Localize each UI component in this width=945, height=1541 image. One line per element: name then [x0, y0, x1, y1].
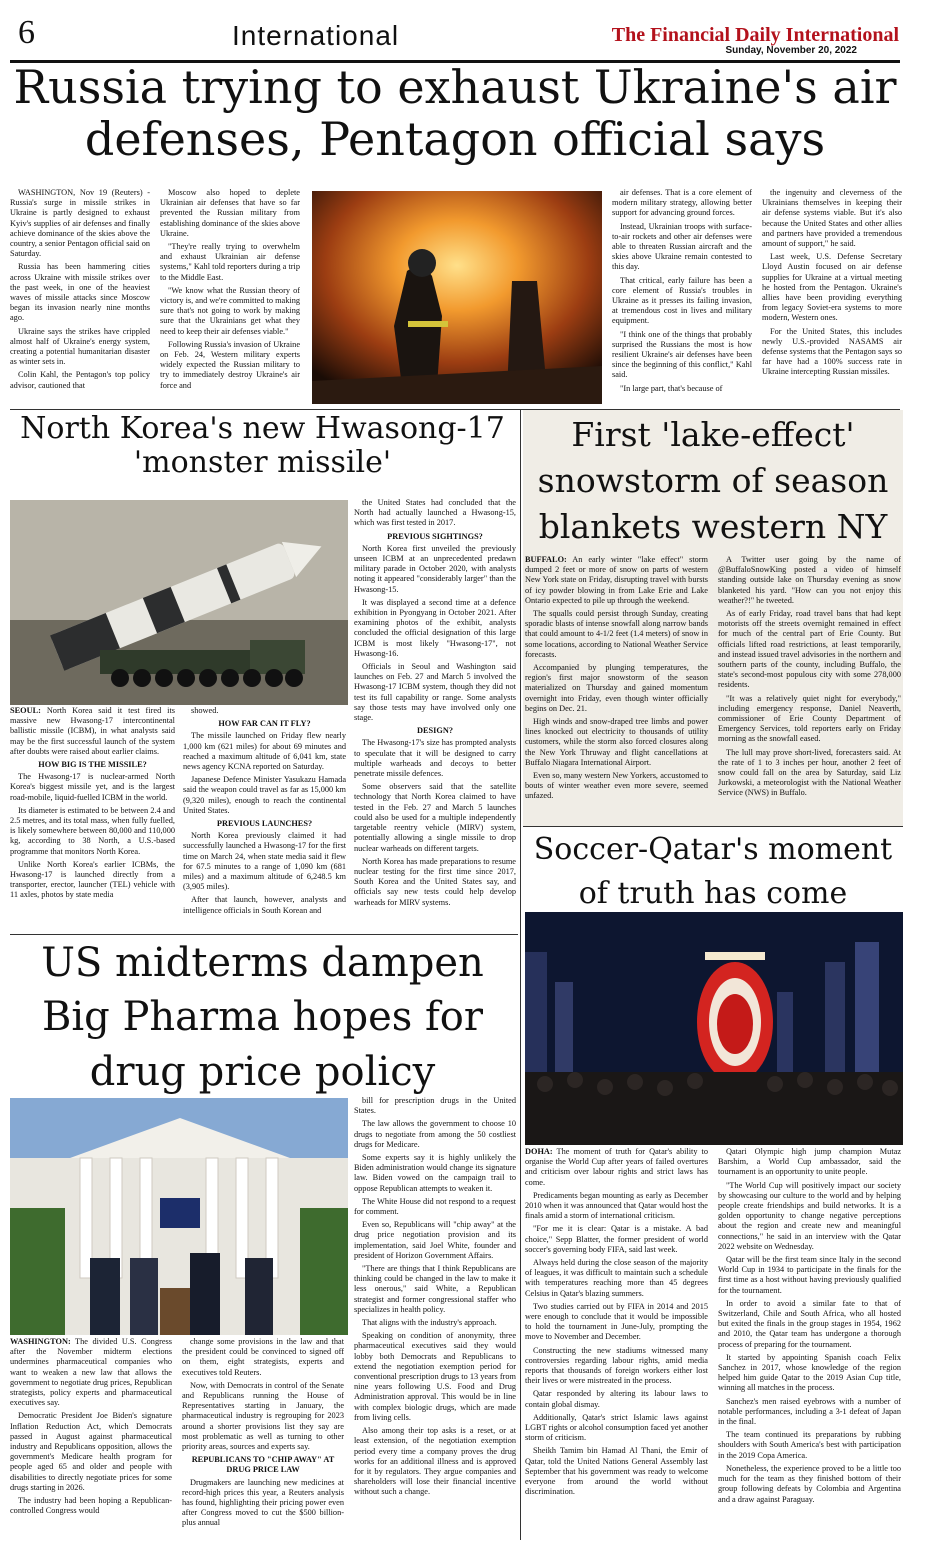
paragraph: WASHINGTON, Nov 19 (Reuters) - Russia's surge in missile strikes in Ukraine is partly designed to exhaust Kyiv's supplies of air defenses and finally achieve dominance of the skies above the country, a senior Pentagon official said on Saturday. [10, 188, 150, 259]
snow-col-1 [525, 555, 708, 825]
paragraph: North Korea first unveiled the previously unseen ICBM at an unprecedented predawn military parade in October 2020, with analysts noting it appeared "considerably larger" than the Hwasong-15. [354, 543, 516, 594]
column-divider [520, 410, 521, 1540]
paragraph: In order to avoid a similar fate to that of Switzerland, Chile and South Africa, who all hosted but exited the finals in the group stages in 1954, 1962 and 2010, the Qatar team has undergone a thorough process of preparing for the tournament. [718, 1298, 901, 1349]
paragraph: "In large part, that's because of [620, 383, 723, 393]
pharma-col-3 [354, 1096, 516, 1537]
page-number: 6 [18, 14, 35, 51]
paragraph: "They're really trying to overwhelm and exhaust Ukrainian air defense systems," Kahl told reporters during a trip to the Middle East. [160, 242, 300, 282]
paragraph: Qatar will be the first team since Italy in the second World Cup in 1934 to participate in the finals for the first time as a host without having previously qualified for the tournament. [718, 1255, 901, 1295]
paragraph: Two studies carried out by FIFA in 2014 and 2015 were enough to conclude that it would be impossible to hold the tournament in June-July, prompting the move to November and December. [525, 1301, 708, 1342]
issue-date: Sunday, November 20, 2022 [725, 45, 857, 56]
nk-headline: North Korea's new Hwasong-17 'monster missile' [20, 411, 505, 480]
paragraph: Officials in Seoul and Washington said launches on Feb. 27 and March 5 involved the Hwasong-17 ICBM system, though they did not test its full capability or range. Some analysts say those tests may have involved only one stage. [354, 662, 516, 723]
paragraph: The squalls could persist through Sunday, creating sporadic blasts of intense snowfall along narrow bands that could amount to 4-1/2 feet (1.4 meters) of snow in some locations, according to National Weather Service forecasts. [525, 609, 708, 659]
qatar-headline: Soccer-Qatar's moment of truth has come [533, 832, 893, 911]
nk-subhead-design: DESIGN? [417, 726, 453, 736]
russia-col-2 [160, 188, 300, 406]
paragraph: Even so, Republicans will "chip away" at the drug price negotiation provision and its implementation, said Joel White, founder and president of Horizon Government Affairs. [354, 1220, 516, 1260]
paragraph: Additionally, Qatar's strict Islamic laws against LGBT rights or alcohol consumption faced yet another storm of criticism. [525, 1412, 708, 1443]
paragraph: Qatari Olympic high jump champion Mutaz Barshim, a World Cup ambassador, said the tournament is an opportunity to unite people. [718, 1147, 901, 1177]
paragraph: BUFFALO: An early winter "lake effect" storm dumped 2 feet or more of snow on parts of western New York state on Friday, disrupting travel with bursts of icy powder blowing in from Lake Erie and Lake Ontario expected to pile up through the weekend. [525, 555, 708, 605]
paragraph: SEOUL: North Korea said it test fired its massive new Hwasong-17 intercontinental ballistic missile (ICBM), in what analysts said may be the first successful launch of the system after doubts were raised about earlier claims. [10, 706, 175, 756]
paragraph: A Twitter user going by the name of @BuffaloSnowKing posted a video of himself standing outside lake on Thursday evening as snow blanketed his yard. "How can you not enjoy this weather?!" he tweeted. [718, 555, 901, 605]
paragraph: Also among their top asks is a reset, or at least extension, of the negotiation exemption period every time a company proves the drug works for an additional illness and is approved for it by regulators. They argue companies and shareholders will lose their financial incentive without such a change. [354, 1426, 516, 1497]
paragraph: Some experts say it is highly unlikely the Biden administration would change its signature law. Biden vowed on the campaign trail to oppose Republican attempts to weaken it. [354, 1153, 516, 1193]
paragraph: As of early Friday, road travel bans that had kept motorists off the streets overnight remained in effect for much of the central part of Erie County. But officials lifted road restrictions, at least temporarily, and instead issued travel advisories in the northern and southern parts of the county, including Buffalo, the state's second-most populous city with some 278,000 residents. [718, 609, 901, 690]
paragraph: After that launch, however, analysts and intelligence officials in South Korean and [183, 895, 346, 915]
divider-3 [10, 934, 518, 935]
paragraph: Accompanied by plunging temperatures, the region's first major snowstorm of the season materialized on Thursday and gained momentum overnight into Friday, even though winter officially begins on Dec. 21. [525, 663, 708, 713]
paragraph: North Korea previously claimed it had successfully launched a Hwasong-17 for the first time on March 24, when state media said it flew for 67.5 minutes to a range of 1,090 km (681 miles) and a maximum altitude of 6,248.5 km (3,905 miles). [183, 831, 346, 892]
missile-photo [10, 500, 348, 705]
paragraph: "The World Cup will positively impact our society by showcasing our culture to the world and by helping people create friendships and build networks. It is a golden opportunity to change negative perceptions about the region and create new and meaningful connections," he said in an interview with the Qatar 2022 website on Wednesday. [718, 1180, 901, 1251]
paragraph: Qatar responded by altering its labour laws to contain global dismay. [525, 1389, 708, 1409]
paragraph: "I think one of the things that probably surprised the Russians the most is how resilient Ukraine's air defenses have been since the beginning of this conflict," Kahl said. [612, 329, 752, 380]
paragraph: the ingenuity and cleverness of the Ukrainians themselves in keeping their air defense systems viable. But it's also because the United States and other allies and partners have provided a tremendous amount of support," he said. [762, 188, 902, 249]
paragraph: change some provisions in the law and that the president could be convinced to signed off on them, eight strategists, experts and executives told Reuters. [182, 1337, 344, 1377]
paragraph: "It was a relatively quiet night for everybody," including emergency response, Daniel Neaverth, commissioner of Erie County Department of Emergency Services, told reporters early on Friday morning as the snowfall eased. [718, 693, 901, 744]
paragraph: It was displayed a second time at a defence exhibition in Pyongyang in October 2021. After examining photos of the exhibit, analysts concluded the official designation of this large ICBM is most likely "Hwasong-17", not Hwasong-16. [354, 597, 516, 658]
paragraph: Following Russia's invasion of Ukraine on Feb. 24, Western military experts widely expected the Russian military to try to immediately destroy Ukraine's air force and [160, 339, 300, 390]
paragraph: The Hwasong-17 is nuclear-armed North Korea's biggest missile yet, and is the largest road-mobile, liquid-fuelled ICBM in the world. [10, 772, 175, 802]
white-house-photo [10, 1098, 348, 1335]
paragraph: The industry had been hoping a Republican-controlled Congress would [10, 1496, 172, 1516]
paragraph: DOHA: The moment of truth for Qatar's ability to organise the World Cup after years of failed overtures and criticism over labour rights and strict laws has come. [525, 1147, 708, 1187]
paragraph: High winds and snow-draped tree limbs and power lines knocked out electricity to thousands of utility customers, while the storm also forced closures along the New York Thruway and flight cancellations at Buffalo Niagara International Airport. [525, 717, 708, 767]
stadium-photo [525, 912, 903, 1145]
paragraph: The team continued its preparations by rubbing shoulders with South America's best with participation in the 2019 Copa America. [718, 1430, 901, 1460]
russia-col-1 [10, 188, 150, 406]
paragraph: "There are things that I think Republicans are thinking could be changed in the law to make it less onerous," said White, a Republican strategist and former congressional staffer who specializes in health policy. [354, 1264, 516, 1314]
paragraph: bill for prescription drugs in the United States. [354, 1096, 516, 1116]
qatar-col-2 [718, 1147, 901, 1537]
nk-col-3 [354, 498, 516, 932]
paragraph: That aligns with the industry's approach. [362, 1318, 497, 1328]
paragraph: "We know what the Russian theory of victory is, and we're committed to making sure that's not going to work by making sure that the Ukrainians get what they need to keep their air defenses viable." [160, 285, 300, 336]
paragraph: North Korea has made preparations to resume nuclear testing for the first time since 2017, South Korea and the United States say, and officials say new tests could help develop warheads for MIRV systems. [354, 856, 516, 907]
paragraph: Drugmakers are launching new medicines at record-high prices this year, a Reuters analysis has found, highlighting their pricing power even after Congress moved to cut the $500 billion-plus annual [182, 1477, 344, 1528]
divider-2 [523, 826, 903, 827]
paragraph: The missile launched on Friday flew nearly 1,000 km (621 miles) for about 69 minutes and reached a maximum altitude of 6,041 km, state news agency KCNA reported on Saturday. [183, 731, 346, 772]
paragraph: For the United States, this includes newly U.S.-provided NASAMS air defense systems that the Pentagon says so far have had a 100% success rate in Ukraine intercepting Russian missiles. [762, 326, 902, 377]
paragraph: "For me it is clear: Qatar is a mistake. A bad choice," Sepp Blatter, the former president of world soccer's governing body FIFA, said last week. [525, 1224, 708, 1254]
paragraph: WASHINGTON: The divided U.S. Congress after the November midterm elections undermines pharmaceutical companies who want to weaken a new law that allows the government to negotiate drug prices, Republican strategists, policy experts and pharmaceutical executives say. [10, 1337, 172, 1408]
pharma-col-2 [182, 1337, 344, 1537]
paragraph: Sheikh Tamim bin Hamad Al Thani, the Emir of Qatar, told the United Nations General Assembly last September that his government was ready to welcome everyone from around the world without discrimination. [525, 1446, 708, 1497]
pharma-col-1 [10, 1337, 172, 1537]
paragraph: Colin Kahl, the Pentagon's top policy advisor, cautioned that [10, 370, 150, 390]
paragraph: Constructing the new stadiums witnessed many controversies regarding labour rights, amid media reports that thousands of foreign workers either lost their lives or were mistreated in the process. [525, 1345, 708, 1386]
paragraph: It started by appointing Spanish coach Felix Sanchez in 2017, whose knowledge of the region helped him guide Qatar to the 2019 Asian Cup title, winning all matches in the process. [718, 1352, 901, 1393]
paragraph: Sanchez's men raised eyebrows with a number of notable performances, including a 3-1 defeat of Japan in the final. [718, 1396, 901, 1427]
paragraph: Predicaments began mounting as early as December 2010 when it was announced that Qatar would host the finals amid a storm of international criticism. [525, 1190, 708, 1221]
paragraph: Speaking on condition of anonymity, three pharmaceutical executives said they would lobby both Democrats and Republicans to extend the negotiation exemption period for conventional prescription drugs to 13 years from nine years following U.S. Food and Drug Administration approval. This would be in line with complex biologic drugs, which are made from living cells. [354, 1331, 516, 1422]
paragraph: Instead, Ukrainian troops with surface-to-air rockets and other air defenses were able to threaten Russian aircraft and the skies above Ukraine remain contested to this day. [612, 221, 752, 272]
paper-name: The Financial Daily International [611, 24, 899, 46]
nk-subhead-sightings: PREVIOUS SIGHTINGS? [387, 531, 483, 541]
paragraph: Always held during the close season of the majority of leagues, it was difficult to maintain such a schedule with temperatures reaching more than 45 degrees Celsius in Qatar's blazing summers. [525, 1258, 708, 1298]
pharma-subhead: REPUBLICANS TO "CHIP AWAY" AT DRUG PRICE LAW [191, 1455, 335, 1475]
paragraph: showed. [191, 706, 219, 715]
paragraph: Nonetheless, the experience proved to be a little too much for the team as they finished bottom of their group following defeats by Colombia and Argentina and a draw against Paraguay. [718, 1463, 901, 1504]
section-title: International [232, 20, 400, 51]
paragraph: the United States had concluded that the North had actually launched a Hwasong-15, which was first tested in 2017. [354, 498, 516, 528]
paragraph: Japanese Defence Minister Yasukazu Hamada said the weapon could travel as far as 15,000 km (9,320 miles), enough to reach the continental United States. [183, 775, 346, 815]
paragraph: Now, with Democrats in control of the Senate and Republicans running the House of Representatives starting in January, the pharmaceutical industry is regrouping for 2023 around a shorter provisions list they say are most problematic as well as turning to other priority areas, sources and experts say. [182, 1380, 344, 1452]
paragraph: That critical, early failure has been a core element of Russia's troubles in Ukraine as it presses its failing invasion, at tremendous cost in lives and military equipment. [612, 275, 752, 326]
paragraph: air defenses. That is a core element of modern military strategy, allowing better support for advancing ground forces. [612, 188, 752, 218]
nk-subhead-range: HOW FAR CAN IT FLY? [218, 719, 311, 729]
paragraph: Moscow also hoped to deplete Ukrainian air defenses that have so far prevented the Russian military from establishing dominance of the skies above Ukraine. [160, 188, 300, 238]
qatar-col-1 [525, 1147, 708, 1537]
nk-col-1 [10, 706, 175, 932]
paragraph: The Hwasong-17's size has prompted analysts to speculate that it will be designed to carry multiple warheads and decoys to better penetrate missile defences. [354, 738, 516, 779]
paragraph: Even so, many western New Yorkers, accustomed to bouts of winter weather even more severe, seemed unfazed. [525, 771, 708, 801]
nk-col-2 [183, 706, 346, 932]
paragraph: Russia has been hammering cities across Ukraine with missile strikes over the past week, in one of the heaviest waves of missile attacks since Moscow began its invasion nearly nine months ago. [10, 262, 150, 323]
nk-subhead-launches: PREVIOUS LAUNCHES? [216, 819, 313, 829]
snow-col-2 [718, 555, 901, 825]
nk-subhead-size: HOW BIG IS THE MISSILE? [38, 760, 147, 770]
paragraph: The law allows the government to choose 10 drugs to negotiate from among the 50 costliest drugs for Medicare. [354, 1119, 516, 1149]
paragraph: Ukraine says the strikes have crippled almost half of Ukraine's energy system, creating a potential humanitarian disaster as winter sets in. [10, 326, 150, 367]
paragraph: The lull may prove short-lived, forecasters said. At the rate of 1 to 3 inches per hour, another 2 feet of snow could fall on the area by Saturday, said Liz Jurkowski, a meteorologist with the National Weather Service (NWS) in Buffalo. [718, 747, 901, 798]
snow-headline: First 'lake-effect' snowstorm of season blankets western NY [537, 415, 889, 547]
paragraph: Last week, U.S. Defense Secretary Lloyd Austin focused on air defense supplies for Ukraine at a virtual meeting he hosted from the Pentagon. Ukraine's allies have been providing everything from legacy Soviet-era systems to more modern, Western ones. [762, 252, 902, 323]
paragraph: Unlike North Korea's earlier ICBMs, the Hwasong-17 is launched directly from a transporter, erector, launcher (TEL) vehicle with 11 axles, photos by state media [10, 859, 175, 900]
paragraph: Its diameter is estimated to be between 2.4 and 2.5 metres, and its total mass, when fully fuelled, is likely somewhere between 80,000 and 110,000 kg, according to 38 North, a U.S.-based programme that monitors North Korea. [10, 805, 175, 856]
paragraph: Democratic President Joe Biden's signature Inflation Reduction Act, which Democrats passed in August against pharmaceutical industry and Republicans opposition, allows the government's Medicare health program for people aged 65 and older and people with disabilities to directly negotiate prices for some drugs starting in 2026. [10, 1411, 172, 1492]
russia-col-4 [762, 188, 902, 406]
pharma-headline: US midterms dampen Big Pharma hopes for drug price policy [41, 940, 484, 1095]
fire-photo [312, 191, 602, 404]
russia-col-3 [612, 188, 752, 406]
paragraph: The White House did not respond to a request for comment. [354, 1196, 516, 1217]
russia-headline: Russia trying to exhaust Ukraine's air defenses, Pentagon official says [13, 60, 897, 166]
paragraph: Some observers said that the satellite technology that North Korea claimed to have tested in the Feb. 27 and March 5 launches could also be used for a multiple independently targetable reentry vehicle (MIRV) system, potentially allowing a single missile to drop nuclear warheads on different targets. [354, 782, 516, 853]
